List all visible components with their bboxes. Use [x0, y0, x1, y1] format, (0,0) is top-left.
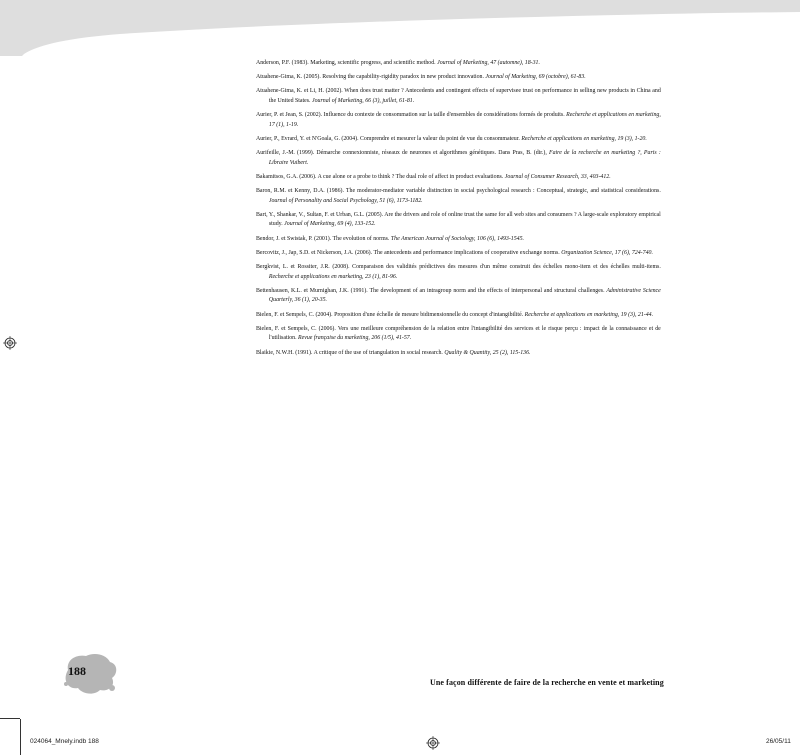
reference-source: The American Journal of Sociology, 106 (6), 1493-1545.	[389, 234, 525, 242]
reference-source: Revue française du marketing, 206 (1/5), 41-57.	[296, 334, 412, 342]
reference-author-title: Blaikie, N.W.H. (1991). A critique of the use of triangulation in social research.	[256, 348, 443, 356]
reference-author-title: Atuahene-Gima, K. (2005). Resolving the capability-rigidity paradox in new product innovation.	[256, 73, 484, 81]
print-slug-date: 26/05/11	[766, 738, 791, 745]
reference-source: Organization Science, 17 (6), 724-740.	[559, 248, 653, 256]
print-slug-filename: 024064_Mnely.indb 188	[30, 738, 99, 745]
reference-entry	[256, 310, 661, 320]
reference-author-title: Bettenhausen, K.L. et Murnighan, J.K. (1991). The development of an intragroup norm and the effects of interpersonal and structural challenges.	[256, 286, 605, 294]
reference-entry	[256, 86, 661, 105]
crop-mark	[0, 718, 20, 719]
references-list	[256, 58, 661, 362]
reference-source: Recherche et applications en marketing, 19 (3), 1-20.	[519, 134, 647, 142]
reference-entry	[256, 210, 661, 229]
reference-author-title: Atuahene-Gima, K. et Li, H. (2002). When does trust matter ? Antecedents and contingent effects of supervisee trust on performance in selling new products in China and the United States.	[256, 87, 661, 104]
reference-author-title: Bakamitsos, G.A. (2006). A cue alone or a probe to think ? The dual role of affect in product evaluations.	[256, 172, 504, 180]
reference-entry	[256, 262, 661, 281]
reference-source: Faire de la recherche en marketing ?, Paris : Libraire Vuibert.	[268, 149, 661, 166]
reference-entry	[256, 58, 661, 68]
crop-mark	[20, 719, 21, 755]
reference-entry	[256, 110, 661, 129]
registration-mark-icon	[3, 336, 17, 350]
reference-author-title: Aurifeille, J.-M. (1999). Démarche connexionniste, réseaux de neurones et algorithmes génétiques. Dans Pras, B. (dir.),	[256, 149, 547, 157]
reference-entry	[256, 234, 661, 244]
reference-source: Journal of Marketing, 66 (3), juillet, 61-81.	[310, 96, 415, 104]
reference-author-title: Aurier, P., Evrard, Y. et N'Goala, G. (2004). Comprendre et mesurer la valeur du point de vue du consommateur.	[256, 134, 520, 142]
reference-source: Journal of Marketing, 69 (octobre), 61-83.	[483, 73, 586, 81]
reference-author-title: Bercovitz, J., Jap, S.D. et Nickerson, J.A. (2006). The antecedents and performance implications of cooperative exchange norms.	[256, 248, 560, 256]
reference-author-title: Aurier, P. et Jean, S. (2002). Influence du contexte de consommation sur la taille d'ensembles de considérations formés de produits.	[256, 111, 565, 119]
reference-source: Journal of Personality and Social Psychology, 51 (6), 1173-1182.	[268, 196, 423, 204]
reference-author-title: Baron, R.M. et Kenny, D.A. (1986). The moderator-mediator variable distinction in social psychological research : Conceptual, strategic, and statistical considerations.	[256, 187, 661, 195]
reference-entry	[256, 172, 661, 182]
page-number: 188	[68, 664, 86, 678]
reference-entry	[256, 186, 661, 205]
reference-author-title: Bart, Y., Shankar, V., Sultan, F. et Urban, G.L. (2005). Are the drivers and role of online trust the same for all web sites and consumers ? A large-scale exploratory empirical study.	[256, 210, 661, 228]
reference-entry	[256, 286, 661, 305]
reference-source: Recherche et applications en marketing, 17 (1), 1-19.	[268, 111, 661, 128]
reference-entry	[256, 72, 661, 82]
reference-source: Quality & Quantity, 25 (2), 115-136.	[442, 348, 531, 356]
reference-source: Recherche et applications en marketing, 23 (1), 81-96.	[268, 272, 398, 280]
reference-author-title: Bendor, J. et Swistak, P. (2001). The evolution of norms.	[256, 234, 390, 242]
reference-entry	[256, 324, 661, 343]
reference-author-title: Bergkvist, L. et Rossiter, J.R. (2008). Comparaison des validités prédictives des mesures d'un même construit des échelles mono-item et des échelles multi-items.	[256, 263, 661, 271]
reference-entry	[256, 148, 661, 167]
reference-source: Journal of Consumer Research, 33, 403-412.	[503, 172, 611, 180]
reference-entry	[256, 134, 661, 144]
reference-source: Journal of Marketing, 47 (automne), 18-31.	[435, 59, 540, 66]
reference-entry	[256, 248, 661, 258]
registration-mark-icon	[426, 736, 440, 750]
reference-source: Recherche et applications en marketing, 19 (3), 21-44.	[523, 310, 654, 318]
reference-author-title: Bielen, F. et Sempels, C. (2006). Vers une meilleure compréhension de la relation entre l'intangibilité des services et le risque perçu : impact de la connaissance et de l'utilisation.	[256, 324, 661, 342]
reference-source: Administrative Science Quarterly, 36 (1), 20-35.	[268, 286, 661, 304]
reference-author-title: Anderson, P.F. (1983). Marketing, scientific progress, and scientific method.	[256, 59, 436, 66]
reference-source: Journal of Marketing, 69 (4), 133-152.	[282, 220, 376, 228]
reference-entry	[256, 348, 661, 358]
running-footer: Une façon différente de faire de la recherche en vente et marketing	[430, 678, 664, 687]
reference-author-title: Bielen, F. et Sempels, C. (2004). Proposition d'une échelle de mesure bidimensionnelle du concept d'intangibilité.	[256, 310, 524, 318]
header-band	[0, 0, 800, 56]
